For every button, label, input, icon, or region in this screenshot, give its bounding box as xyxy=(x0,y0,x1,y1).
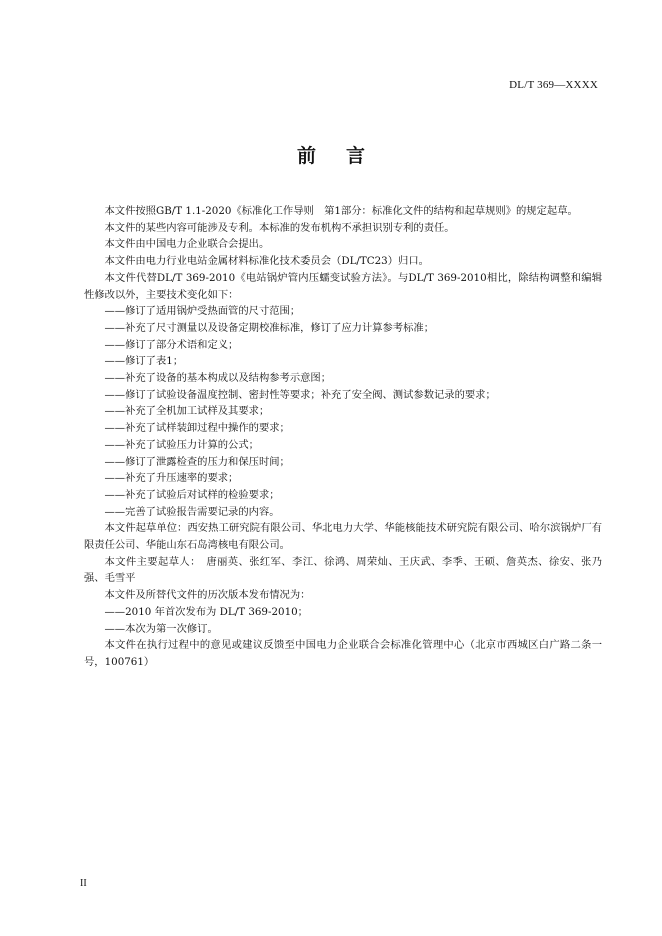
list-item: ——2010 年首次发布为 DL/T 369-2010； xyxy=(104,605,308,618)
paragraph-drafting-rules: 本文件按照GB/T 1.1-2020《标准化工作导则 第1部分：标准化文件的结构和起草规则》的规定起草。 xyxy=(104,205,578,217)
foreword-body xyxy=(84,203,602,671)
list-item: ——补充了试样装卸过程中操作的要求； xyxy=(104,422,290,435)
page-number: II xyxy=(80,878,87,889)
paragraph-replacement: 本文件代替DL/T 369-2010《电站锅炉管内压蠕变试验方法》。与DL/T 369-2010相比，除结构调整和编辑性修改以外，主要技术变化如下： xyxy=(84,271,602,301)
list-item: ——修订了泄露检查的压力和保压时间； xyxy=(104,455,290,468)
list-item: ——补充了试验后对试样的检验要求； xyxy=(104,488,280,501)
paragraph-proposer: 本文件由中国电力企业联合会提出。 xyxy=(104,238,270,251)
paragraph-drafting-units: 本文件起草单位：西安热工研究院有限公司、华北电力大学、华能核能技术研究院有限公司、哈尔滨锅炉厂有限责任公司、华能山东石岛湾核电有限公司。 xyxy=(84,522,602,552)
history-list xyxy=(84,604,602,637)
paragraph-patent: 本文件的某些内容可能涉及专利。本标准的发布机构不承担识别专利的责任。 xyxy=(104,221,455,234)
list-item: ——补充了试验压力计算的公式； xyxy=(104,438,259,451)
list-item: ——修订了部分术语和定义； xyxy=(104,338,239,351)
paragraph-drafters: 本文件主要起草人： 唐丽英、张红军、李江、徐鸿、周荣灿、王庆武、李季、王硕、詹英杰、徐安、张乃强、毛雪平 xyxy=(84,555,602,585)
list-item: ——本次为第一次修订。 xyxy=(104,622,218,635)
list-item: ——补充了升压速率的要求； xyxy=(104,472,239,485)
page-title: 前言 xyxy=(296,145,395,167)
paragraph-administrator: 本文件由电力行业电站金属材料标准化技术委员会（DL/TC23）归口。 xyxy=(104,255,429,268)
paragraph-history-intro: 本文件及所替代文件的历次版本发布情况为： xyxy=(104,589,311,602)
document-code: DL/T 369—XXXX xyxy=(509,79,598,91)
list-item: ——补充了尺寸测量以及设备定期校准标准，修订了应力计算参考标准； xyxy=(104,321,434,334)
paragraph-feedback: 本文件在执行过程中的意见或建议反馈至中国电力企业联合会标准化管理中心（北京市西城区白广路二条一号，100761） xyxy=(84,639,602,668)
list-item: ——补充了设备的基本构成以及结构参考示意图； xyxy=(104,372,332,385)
list-item: ——修订了适用锅炉受热面管的尺寸范围； xyxy=(104,305,301,318)
list-item: ——补充了全机加工试样及其要求； xyxy=(104,405,270,418)
list-item: ——完善了试验报告需要记录的内容。 xyxy=(104,505,280,518)
list-item: ——修订了表1； xyxy=(104,355,184,368)
changes-list xyxy=(84,303,602,520)
list-item: ——修订了试验设备温度控制、密封性等要求；补充了安全阀、测试参数记录的要求； xyxy=(104,388,496,401)
